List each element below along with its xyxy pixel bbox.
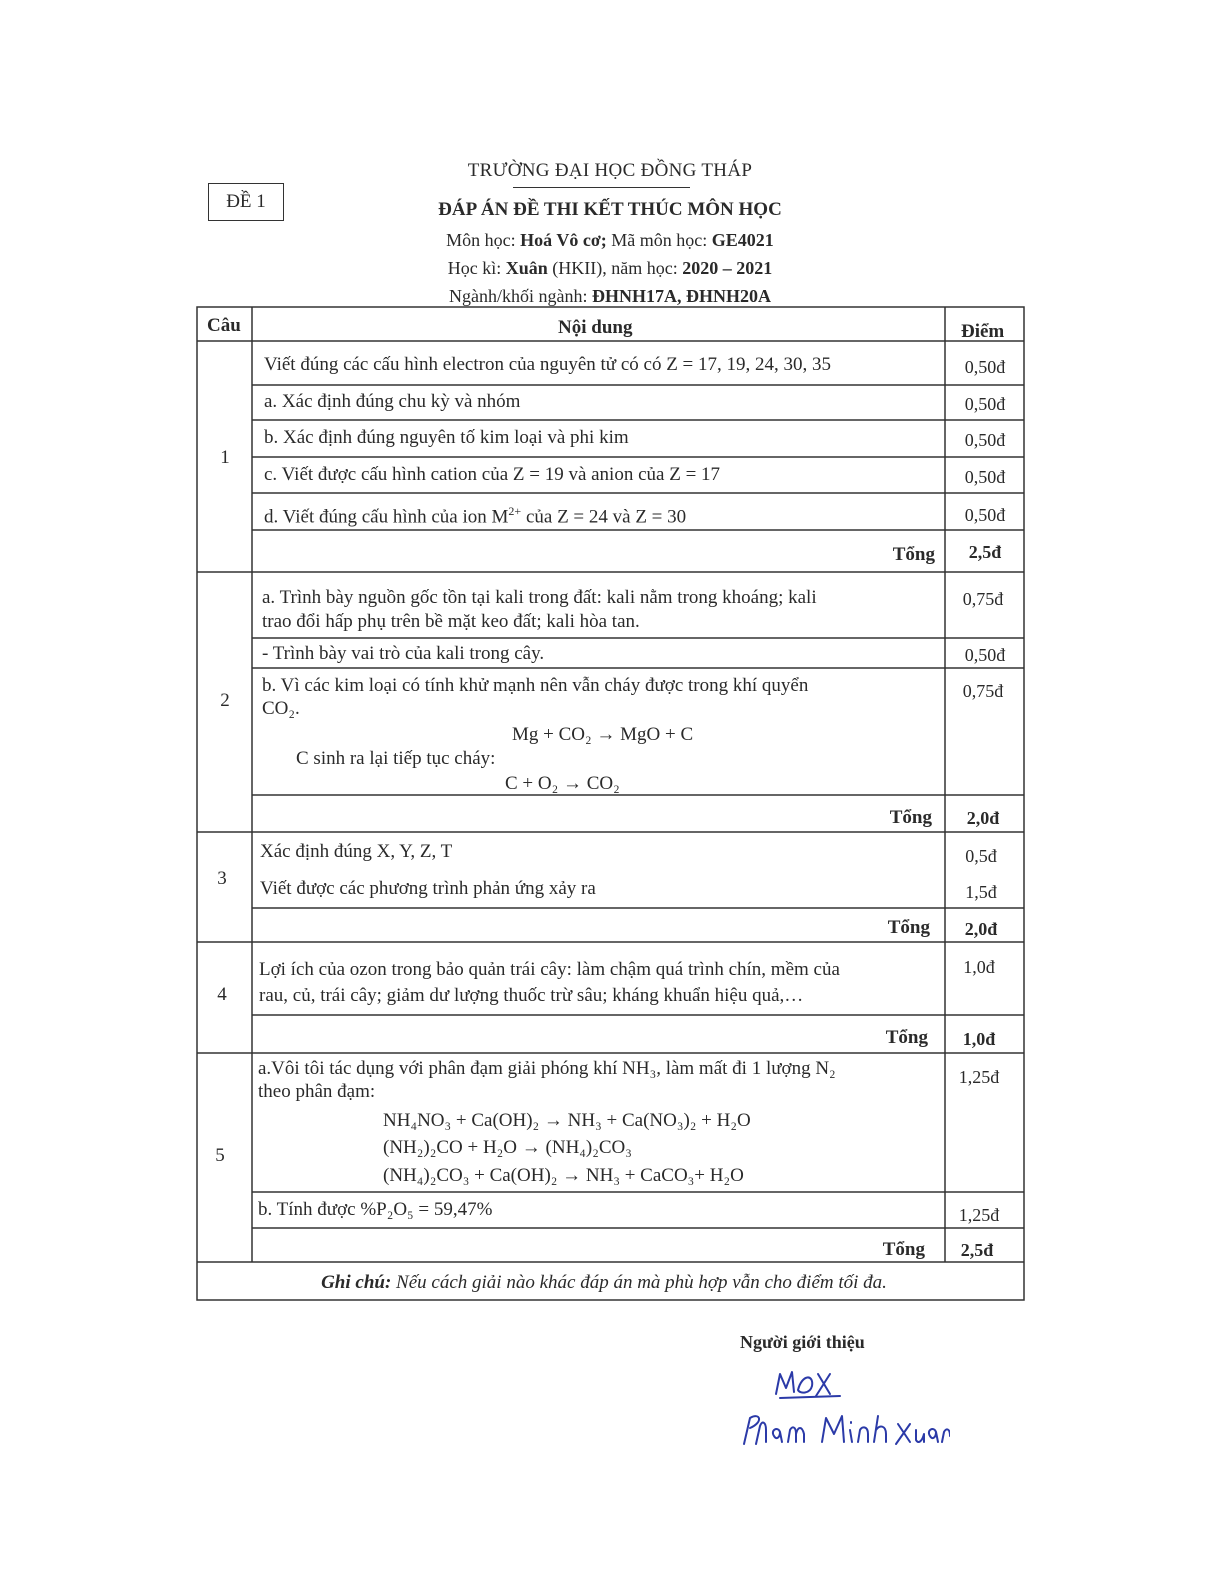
q2-item-role-points: 0,50đ (964, 645, 1006, 665)
q2-equation-2: C + O₂ → CO₂ (505, 773, 620, 794)
q1-item-a-points: 0,50đ (964, 394, 1006, 414)
q1-item-a: a. Xác định đúng chu kỳ và nhóm (264, 391, 521, 412)
term-label: Học kì: (447, 258, 502, 278)
q5-item-b: b. Tính được %P₂O₅ = 59,47% (258, 1199, 493, 1220)
q1-item-b-points: 0,50đ (964, 430, 1006, 450)
q3-item-2-points: 1,5đ (965, 882, 997, 902)
footnote-text: Nếu cách giải nào khác đáp án mà phù hợp vẫn cho điểm tối đa. (391, 1272, 887, 1293)
q3-total-label: Tổng (887, 917, 930, 938)
school-year: 2020 – 2021 (682, 258, 773, 278)
subject-label: Môn học: (446, 230, 516, 250)
q4-line-1: Lợi ích của ozon trong bảo quản trái cây: làm chậm quá trình chín, mềm của (259, 959, 840, 980)
col-header-content: Nội dung (558, 317, 633, 338)
col-header-question: Câu (207, 315, 241, 336)
q5-total-points: 2,5đ (960, 1240, 994, 1260)
q1-item-d-text-a: d. Viết đúng cấu hình của ion M (264, 506, 509, 528)
exam-code: ĐỀ 1 (226, 191, 266, 212)
q2-item-b-points: 0,75đ (962, 681, 1004, 701)
q1-item-1: Viết đúng các cấu hình electron của nguyên tử có có Z = 17, 19, 24, 30, 35 (264, 354, 832, 375)
q1-item-b: b. Xác định đúng nguyên tố kim loại và phi kim (264, 427, 629, 448)
question-number-1: 1 (220, 447, 230, 468)
footnote-label: Ghi chú: (321, 1272, 392, 1293)
q1-item-c-points: 0,50đ (964, 467, 1006, 487)
q2-item-b-line-2: CO₂. (262, 698, 300, 719)
q2-item-a-line-1: a. Trình bày nguồn gốc tồn tại kali trong đất: kali nằm trong khoáng; kali (262, 587, 817, 608)
q1-item-d-points: 0,50đ (964, 505, 1006, 525)
question-number-3: 3 (217, 868, 227, 889)
q4-points: 1,0đ (963, 957, 995, 977)
question-number-4: 4 (217, 984, 227, 1005)
document-title: ĐÁP ÁN ĐỀ THI KẾT THÚC MÔN HỌC (438, 199, 782, 220)
q4-total-label: Tổng (885, 1027, 928, 1048)
presenter-label: Người giới thiệu (740, 1332, 865, 1352)
q3-item-2: Viết được các phương trình phản ứng xảy ra (260, 878, 596, 899)
q4-line-2: rau, củ, trái cây; giảm dư lượng thuốc trừ sâu; kháng khuẩn hiệu quả,… (259, 985, 804, 1006)
q1-item-c: c. Viết được cấu hình cation của Z = 19 và anion của Z = 17 (264, 464, 721, 485)
q5-item-b-points: 1,25đ (958, 1205, 1000, 1225)
question-number-5: 5 (215, 1145, 225, 1166)
term-suffix: (HKII), năm học: (552, 258, 678, 278)
major-label: Ngành/khối ngành: (449, 286, 588, 306)
q3-item-1: Xác định đúng X, Y, Z, T (260, 841, 453, 862)
school-name: TRƯỜNG ĐẠI HỌC ĐỒNG THÁP (467, 160, 753, 181)
q2-equation-1: Mg + CO₂ → MgO + C (512, 724, 694, 745)
major-value: ĐHNH17A, ĐHNH20A (591, 286, 771, 306)
course-code: GE4021 (711, 230, 774, 250)
q3-item-1-points: 0,5đ (965, 846, 997, 866)
subject-name: Hoá Vô cơ; (520, 230, 607, 250)
q2-carbon-note: C sinh ra lại tiếp tục cháy: (296, 748, 496, 769)
handwritten-signature (730, 1360, 950, 1460)
q5-total-label: Tổng (882, 1239, 925, 1260)
question-number-2: 2 (220, 690, 230, 711)
q2-total-label: Tổng (889, 807, 932, 828)
q5-item-a-line-1: a.Vôi tôi tác dụng với phân đạm giải phóng khí NH₃, làm mất đi 1 lượng N₂ (258, 1058, 836, 1079)
q4-total-points: 1,0đ (962, 1029, 996, 1049)
footnote (194, 1272, 1014, 1294)
q2-item-a-points: 0,75đ (962, 589, 1004, 609)
term-name: Xuân (505, 258, 548, 278)
q1-item-d (264, 500, 686, 528)
col-header-points: Điểm (961, 321, 1005, 342)
q5-equation-2: (NH₂)₂CO + H₂O → (NH₄)₂CO₃ (383, 1137, 632, 1158)
q5-item-a-line-2: theo phân đạm: (258, 1081, 376, 1102)
q5-item-a-points: 1,25đ (958, 1067, 1000, 1087)
q1-total-points: 2,5đ (968, 542, 1002, 562)
q3-total-points: 2,0đ (964, 919, 998, 939)
q2-item-a-line-2: trao đổi hấp phụ trên bề mặt keo đất; kali hòa tan. (262, 611, 640, 632)
q1-item-d-superscript: 2+ (508, 504, 522, 518)
q5-equation-1: NH₄NO₃ + Ca(OH)₂ → NH₃ + Ca(NO₃)₂ + H₂O (383, 1110, 751, 1131)
q1-total-label: Tổng (892, 544, 935, 565)
q1-item-d-text-b: của Z = 24 và Z = 30 (521, 506, 687, 528)
q5-equation-3: (NH₄)₂CO₃ + Ca(OH)₂ → NH₃ + CaCO₃+ H₂O (383, 1165, 744, 1186)
q1-item-1-points: 0,50đ (964, 357, 1006, 377)
course-code-label: Mã môn học: (611, 230, 708, 250)
q2-total-points: 2,0đ (966, 808, 1000, 828)
q2-item-b-line-1: b. Vì các kim loại có tính khử mạnh nên vẫn cháy được trong khí quyển (262, 675, 809, 696)
q2-item-role: - Trình bày vai trò của kali trong cây. (262, 643, 545, 664)
